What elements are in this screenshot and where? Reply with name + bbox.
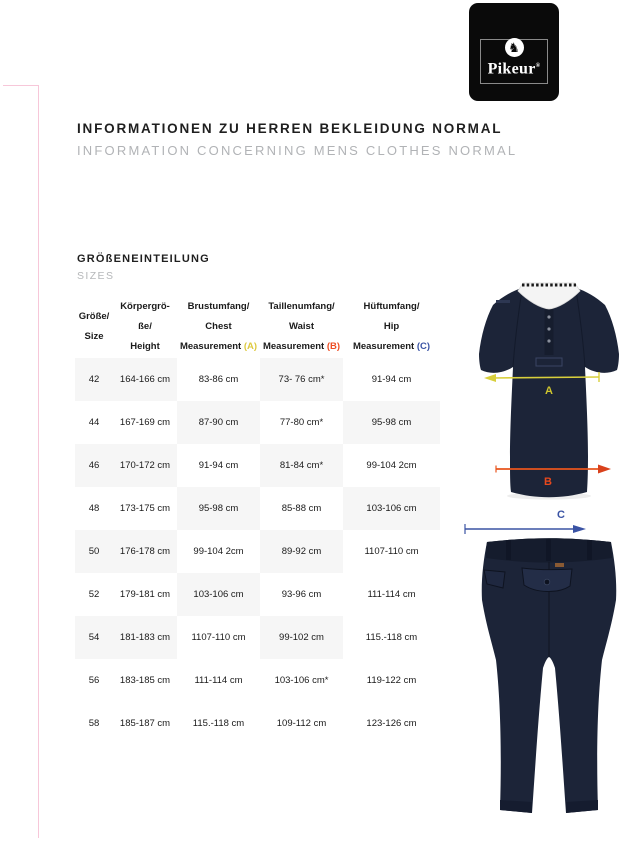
shirt-placket <box>545 308 554 355</box>
table-cell: 91-94 cm <box>371 374 412 385</box>
table-cell: 99-104 2cm <box>366 460 417 471</box>
table-row <box>75 487 440 530</box>
breeches-right-cuff <box>566 800 598 813</box>
page-margin-line-horizontal <box>3 85 39 86</box>
measure-label-a: A <box>545 385 553 397</box>
garment-figures <box>460 278 638 838</box>
table-row <box>75 616 440 659</box>
table-cell: 115.-118 cm <box>365 632 418 643</box>
table-cell: 123-126 cm <box>366 718 417 729</box>
table-header-line: Taillenumfang/ <box>268 300 335 312</box>
table-row <box>75 659 440 702</box>
table-cell: 1107-110 cm <box>191 632 246 643</box>
measurement-letter-key: (C) <box>416 340 431 352</box>
table-cell: 93-96 cm <box>281 589 322 600</box>
polo-shirt-image <box>460 278 638 506</box>
page-margin-line-vertical <box>38 85 39 838</box>
table-cell: 167-169 cm <box>119 417 171 428</box>
section-heading-german: GRÖßENEINTEILUNG <box>77 253 210 265</box>
table-cell: 111-114 cm <box>367 589 416 600</box>
shirt-button <box>547 315 550 318</box>
table-row <box>75 530 440 573</box>
table-header-cell <box>177 295 260 358</box>
table-cell: 95-98 cm <box>343 401 440 444</box>
belt-loop <box>587 540 592 560</box>
table-header-line: Waist <box>289 320 314 332</box>
table-cell: 115.-118 cm <box>192 718 245 729</box>
table-header-cell <box>75 295 113 358</box>
page-title-german: INFORMATIONEN ZU HERREN BEKLEIDUNG NORMAL <box>77 121 503 136</box>
table-cell: 50 <box>75 530 113 573</box>
table-cell: 179-181 cm <box>119 589 171 600</box>
table-cell: 1107-110 cm <box>364 546 419 557</box>
breeches-brand-tag <box>555 563 564 567</box>
table-cell: 73- 76 cm* <box>260 358 343 401</box>
shirt-shoulder-tag <box>496 300 510 303</box>
table-cell: 164-166 cm <box>113 358 177 401</box>
table-cell: 77-80 cm* <box>279 417 324 428</box>
shirt-button <box>547 327 550 330</box>
measure-label-b: B <box>544 476 552 488</box>
table-header-line: Größe/ <box>78 310 110 322</box>
table-cell: 99-104 2cm <box>193 546 244 557</box>
table-cell: 99-102 cm <box>260 616 343 659</box>
table-cell: 183-185 cm <box>119 675 171 686</box>
registered-mark: ® <box>535 63 541 69</box>
table-cell: 111-114 cm <box>194 675 243 686</box>
table-cell: 119-122 cm <box>366 675 417 686</box>
table-row <box>75 444 440 487</box>
table-cell: 109-112 cm <box>276 718 327 729</box>
table-header-line: Measurement (C) <box>352 340 431 352</box>
table-header-cell <box>113 295 177 358</box>
table-header-cell <box>343 295 440 358</box>
table-cell: 185-187 cm <box>119 718 171 729</box>
measure-label-c: C <box>557 509 565 521</box>
section-heading-english: SIZES <box>77 270 115 282</box>
table-header-line: Hip <box>383 320 400 332</box>
belt-loop <box>506 540 511 560</box>
table-cell: 103-106 cm <box>177 573 260 616</box>
table-cell: 83-86 cm <box>198 374 239 385</box>
table-header-line: Measurement (B) <box>262 340 341 352</box>
horse-emblem-icon: ♞ <box>505 38 524 57</box>
table-cell: 95-98 cm <box>177 487 260 530</box>
table-cell: 103-106 cm* <box>274 675 329 686</box>
measurement-letter-key: (A) <box>243 340 258 352</box>
breeches-left-cuff <box>500 800 532 813</box>
table-cell: 56 <box>88 675 100 686</box>
table-header-line: Height <box>130 340 160 352</box>
table-cell: 48 <box>88 503 100 514</box>
page-title-english: INFORMATION CONCERNING MENS CLOTHES NORMAL <box>77 143 518 158</box>
table-cell: 44 <box>88 417 100 428</box>
table-cell: 89-92 cm <box>260 530 343 573</box>
table-cell: 181-183 cm <box>113 616 177 659</box>
table-header-line: Körpergrö- <box>120 300 170 312</box>
table-row <box>75 702 440 745</box>
belt-loop <box>546 539 551 561</box>
table-cell: 176-178 cm <box>113 530 177 573</box>
pikeur-logo-frame <box>480 39 548 84</box>
table-cell: 42 <box>75 358 113 401</box>
table-cell: 81-84 cm* <box>260 444 343 487</box>
table-cell: 85-88 cm <box>281 503 322 514</box>
table-header-line: Brustumfang/ <box>187 300 250 312</box>
breeches-image <box>460 536 638 826</box>
measurement-letter-key: (B) <box>326 340 341 352</box>
table-header-line: Size <box>84 330 104 342</box>
size-table-body <box>75 358 440 745</box>
table-cell: 103-106 cm <box>343 487 440 530</box>
table-header-line: ße/ <box>138 320 152 332</box>
table-row <box>75 358 440 401</box>
table-cell: 52 <box>88 589 100 600</box>
table-header-line: Chest <box>205 320 232 332</box>
table-cell: 91-94 cm <box>198 460 239 471</box>
table-cell: 170-172 cm <box>113 444 177 487</box>
shirt-button <box>547 339 550 342</box>
pikeur-wordmark: Pikeur® <box>487 60 541 78</box>
pikeur-logo <box>469 3 559 101</box>
table-header-cell <box>260 295 343 358</box>
measure-arrow-c <box>460 508 638 536</box>
size-table <box>75 295 440 745</box>
table-header-line: Measurement (A) <box>179 340 258 352</box>
table-cell: 173-175 cm <box>119 503 171 514</box>
breeches-pocket-button <box>544 579 550 585</box>
table-header-line: Hüftumfang/ <box>363 300 420 312</box>
table-row <box>75 573 440 616</box>
table-cell: 58 <box>88 718 100 729</box>
table-cell: 46 <box>75 444 113 487</box>
shirt-chest-badge <box>536 358 562 366</box>
table-cell: 87-90 cm <box>177 401 260 444</box>
table-cell: 54 <box>75 616 113 659</box>
size-table-header <box>75 295 440 358</box>
table-row <box>75 401 440 444</box>
